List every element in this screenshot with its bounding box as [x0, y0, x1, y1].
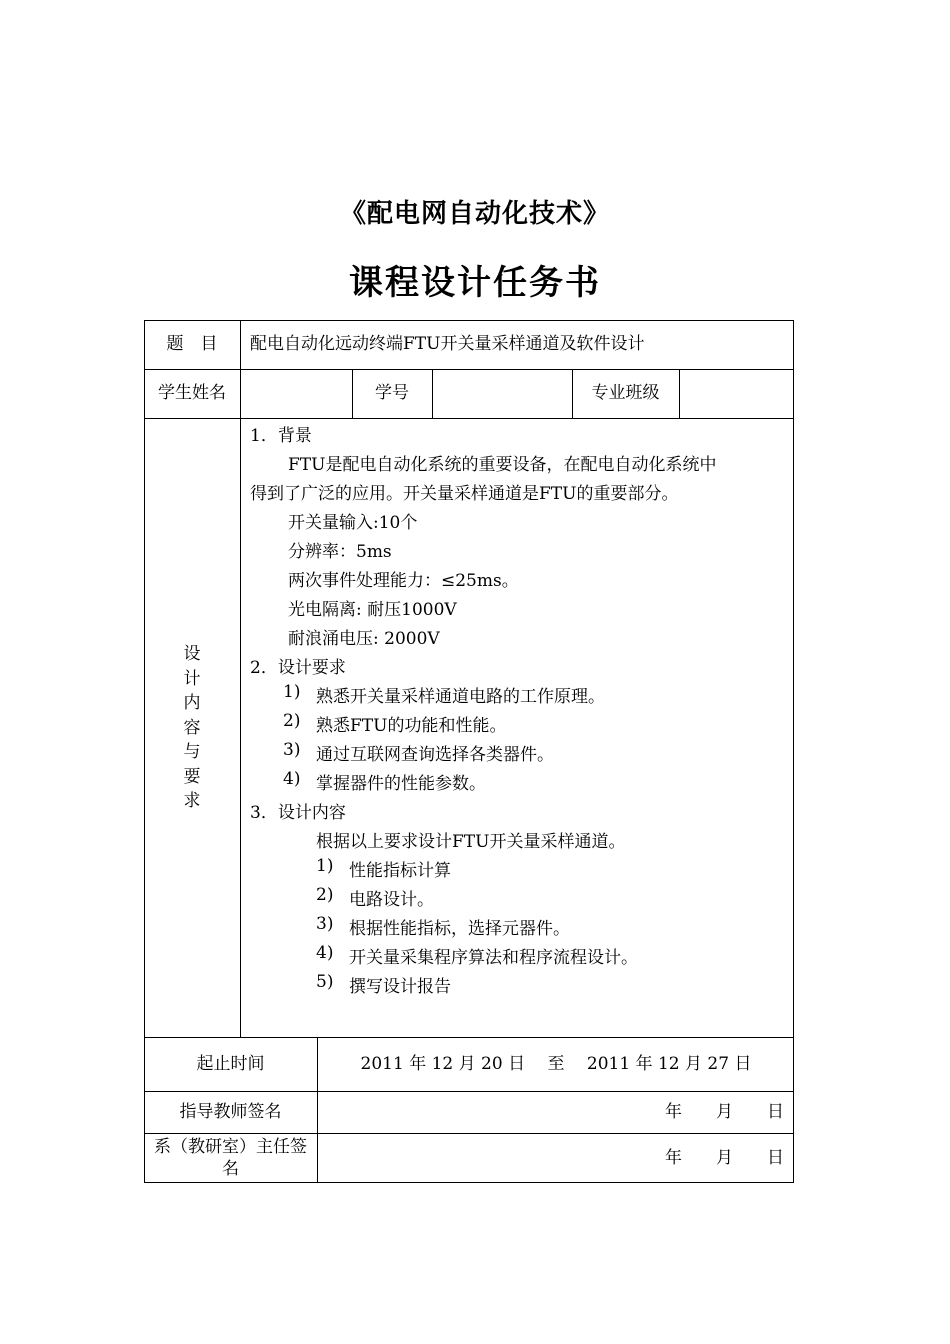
design-content-label: 设 计 内 容 与 要 求	[183, 644, 201, 811]
list-number: 3)	[283, 740, 301, 760]
section-1-title: 1．背景	[250, 426, 312, 446]
list-number: 4)	[316, 943, 334, 963]
student-name-label: 学生姓名	[158, 383, 226, 404]
period-label: 起止时间	[196, 1053, 265, 1074]
period-value: 2011 年 12 月 20 日 至 2011 年 12 月 27 日	[360, 1053, 752, 1074]
student-id-field[interactable]	[433, 369, 572, 418]
requirement-item: 熟悉FTU的功能和性能。	[316, 716, 507, 736]
design-intro: 根据以上要求设计FTU开关量采样通道。	[316, 832, 626, 852]
spec-item: 开关量输入:10个	[288, 513, 418, 533]
requirement-item: 掌握器件的性能参数。	[316, 774, 486, 794]
document-title: 《配电网自动化技术》	[339, 199, 610, 229]
design-item: 性能指标计算	[349, 861, 451, 881]
class-field[interactable]	[680, 369, 794, 418]
design-item: 电路设计。	[349, 890, 434, 910]
spec-item: 光电隔离: 耐压1000V	[288, 600, 457, 620]
section-2-title: 2．设计要求	[250, 658, 346, 678]
head-signature-label: 系（教研室）主任签名	[154, 1136, 307, 1179]
spec-item: 耐浪涌电压: 2000V	[288, 629, 440, 649]
advisor-signature-date[interactable]: 年 月 日	[665, 1101, 784, 1122]
class-label: 专业班级	[591, 383, 660, 404]
advisor-signature-label: 指导教师签名	[179, 1101, 282, 1122]
list-number: 1)	[316, 856, 334, 876]
requirement-item: 熟悉开关量采样通道电路的工作原理。	[316, 687, 605, 707]
head-signature-date[interactable]: 年 月 日	[665, 1147, 784, 1168]
topic-value: 配电自动化远动终端FTU开关量采样通道及软件设计	[250, 334, 645, 355]
background-paragraph: 得到了广泛的应用。开关量采样通道是FTU的重要部分。	[250, 484, 679, 504]
spec-item: 两次事件处理能力：≤25ms。	[288, 571, 519, 591]
design-item: 撰写设计报告	[349, 977, 451, 997]
list-number: 5)	[316, 972, 334, 992]
spec-item: 分辨率：5ms	[288, 542, 392, 562]
student-name-field[interactable]	[241, 369, 352, 418]
column-divider	[240, 320, 241, 1038]
list-number: 1)	[283, 682, 301, 702]
document-subtitle: 课程设计任务书	[349, 263, 601, 303]
background-paragraph: FTU是配电自动化系统的重要设备，在配电自动化系统中	[288, 455, 717, 475]
design-item: 开关量采集程序算法和程序流程设计。	[349, 948, 638, 968]
list-number: 4)	[283, 769, 301, 789]
section-3-title: 3．设计内容	[250, 803, 346, 823]
row-divider	[144, 418, 794, 419]
requirement-item: 通过互联网查询选择各类器件。	[316, 745, 554, 765]
list-number: 2)	[316, 885, 334, 905]
list-number: 3)	[316, 914, 334, 934]
student-id-label: 学号	[375, 383, 409, 404]
topic-label: 题 目	[166, 334, 218, 355]
list-number: 2)	[283, 711, 301, 731]
design-item: 根据性能指标，选择元器件。	[349, 919, 570, 939]
